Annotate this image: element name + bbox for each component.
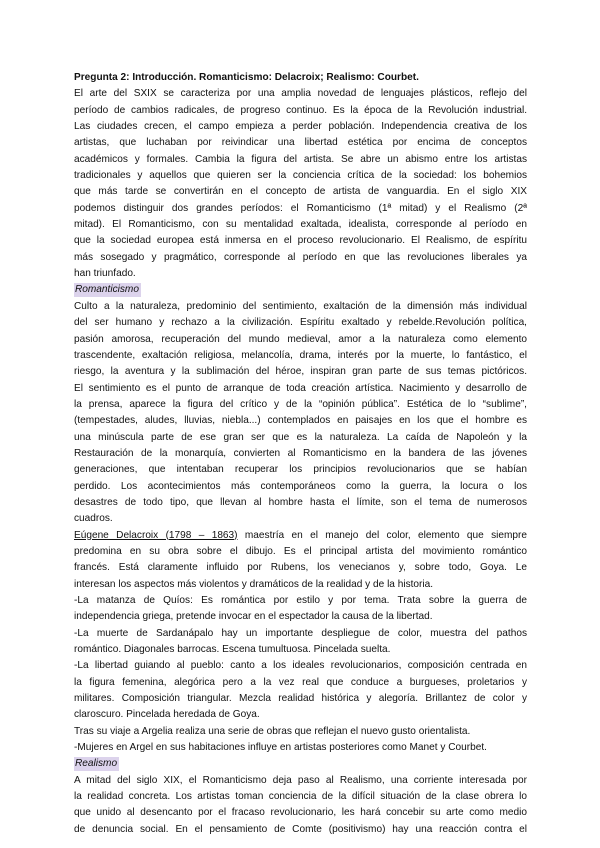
text-line: académicos y formales. Cambia la figura del artista. Se abre un abismo entre los artistas	[74, 153, 527, 165]
text-line: podemos distinguir dos grandes períodos: el Romanticismo (1ª mitad) y el Realismo (2ª	[74, 202, 527, 214]
text-line: la prensa, aparece la figura del crítico y de la “opinión pública”. Estética de lo “sublime”,	[74, 398, 527, 410]
text-line: una minúscula parte de ese gran ser que es la naturaleza. La caída de Napoleón y la	[74, 431, 527, 443]
text-line: han triunfado.	[74, 268, 136, 280]
text-line: que unido al desencanto por el fracaso revolucionario, les hará concebir su arte como medio	[74, 807, 527, 819]
romanticismo-heading: Romanticismo	[75, 284, 139, 296]
text-line: de denuncia social. En el pensamiento de Comte (positivismo) hay una reacción contra el	[74, 823, 527, 835]
text-line: pasión amorosa, recuperación del mundo medieval, amor a la naturaleza como elemento	[74, 333, 527, 345]
text-line: riesgo, la aventura y la sublimación del héroe, inspiran gran parte de sus temas pictóricos.	[74, 366, 527, 378]
text-line: la figura femenina, alegórica pero a la vez real que conduce a burgueses, proletarios y	[74, 676, 527, 688]
text-line: que más tarde se convertirán en el concepto de artista de vanguardia. En el siglo XIX	[74, 186, 527, 198]
text-line: tradicionales y aquellos que quieren ser la conciencia crítica de la sociedad: los bohemios	[74, 170, 527, 182]
delacroix-name: Eúgene Delacroix (1798 – 1863)	[74, 529, 238, 541]
text-line: El sentimiento es el punto de arranque de toda creación artística. Nacimiento y desarrollo de	[74, 382, 527, 394]
text-line: artistas, que luchaban por reivindicar una libertad estética por encima de conceptos	[74, 137, 527, 149]
delacroix-paragraph	[74, 544, 527, 756]
text-line: (tempestades, aludes, lluvias, niebla...) contemplados en paisajes en los que el hombre es	[74, 415, 527, 427]
text-line: militares. Composición triangular. Mezcla realidad histórica y alegoría. Brillantez de color y	[74, 693, 527, 705]
delacroix-first-text: maestría en el manejo del color, elemento que siempre	[237, 529, 527, 541]
text-line: la realidad concreta. Los artistas toman conciencia de la difícil situación de la clase obrera lo	[74, 791, 527, 803]
text-line: cuadros.	[74, 513, 113, 525]
text-line: -Mujeres en Argel en sus habitaciones influye en artistas posteriores como Manet y Courbet.	[74, 742, 487, 754]
intro-paragraph	[74, 86, 527, 282]
text-line: período de cambios radicales, de progreso continuo. Es la época de la Revolución industrial.	[74, 104, 527, 116]
text-line: del ser humano y rechazo a la civilización. Espíritu exaltado y rebelde.Revolución política,	[74, 317, 527, 329]
text-line: trascendente, exaltación religiosa, melancolía, drama, interés por la muerte, lo fantástico, el	[74, 349, 527, 361]
text-line: claroscuro. Pincelada heredada de Goya.	[74, 709, 260, 721]
text-line: Las ciudades crecen, el campo empieza a perder población. Independencia creativa de los	[74, 121, 527, 133]
text-line: que la sociedad europea está inmersa en el proceso revolucionario. El Realismo, de espíritu	[74, 235, 527, 247]
realismo-paragraph	[74, 773, 527, 838]
text-line: mitad). El Romanticismo, con su mentalidad exaltada, idealista, corresponde al período en	[74, 219, 527, 231]
romanticismo-paragraph	[74, 299, 527, 528]
text-line: -La libertad guiando al pueblo: canto a los ideales revolucionarios, composición centrada en	[74, 660, 527, 672]
romanticismo-heading-row	[74, 282, 527, 298]
realismo-heading-row	[74, 756, 527, 772]
text-line: Culto a la naturaleza, predominio del sentimiento, exaltación de la dimensión más individual	[74, 300, 527, 312]
text-line: -La muerte de Sardanápalo hay un importante despliegue de color, muestra del pathos	[74, 627, 527, 639]
text-line: El arte del SXIX se caracteriza por una amplia novedad de lenguajes plásticos, reflejo del	[74, 88, 527, 100]
delacroix-first-line	[74, 528, 527, 544]
text-line: generaciones, que intentaban recuperar los principios revolucionarios que se habían	[74, 464, 527, 476]
text-line: A mitad del siglo XIX, el Romanticismo deja paso al Realismo, una corriente interesada por	[74, 774, 527, 786]
text-line: más sosegado y pragmático, corresponde al período en que las revoluciones liberales ya	[74, 251, 527, 263]
page-title: Pregunta 2: Introducción. Romanticismo: Delacroix; Realismo: Courbet.	[74, 72, 419, 83]
text-line: francés. Está claramente influido por Rubens, los venecianos y, sobre todo, Goya. Le	[74, 562, 527, 574]
text-line: interesan los aspectos más violentos y dramáticos de la realidad y de la historia.	[74, 578, 434, 590]
text-line: perdido. Los acontecimientos más contemporáneos como la guerra, la locura o los	[74, 480, 527, 492]
text-line: -La matanza de Quíos: Es romántica por estilo y por tema. Trata sobre la guerra de	[74, 595, 527, 606]
text-line: Tras su viaje a Argelia realiza una serie de obras que reflejan el nuevo gusto orientalista.	[74, 725, 471, 737]
realismo-heading: Realismo	[75, 758, 118, 770]
text-line: Restauración de la monarquía, convierten al Romanticismo en la bandera de las jóvenes	[74, 447, 527, 459]
text-line: desastres de todo tipo, que llevan al hombre hasta el límite, son el tema de numerosos	[74, 496, 527, 508]
text-line: predomina en su obra sobre el dibujo. Es el principal artista del movimiento romántico	[74, 545, 527, 557]
text-line: romántico. Diagonales barrocas. Escena tumultuosa. Pincelada suelta.	[74, 644, 391, 656]
text-line: independencia griega, pretende invocar en el espectador la causa de la libertad.	[74, 611, 433, 623]
